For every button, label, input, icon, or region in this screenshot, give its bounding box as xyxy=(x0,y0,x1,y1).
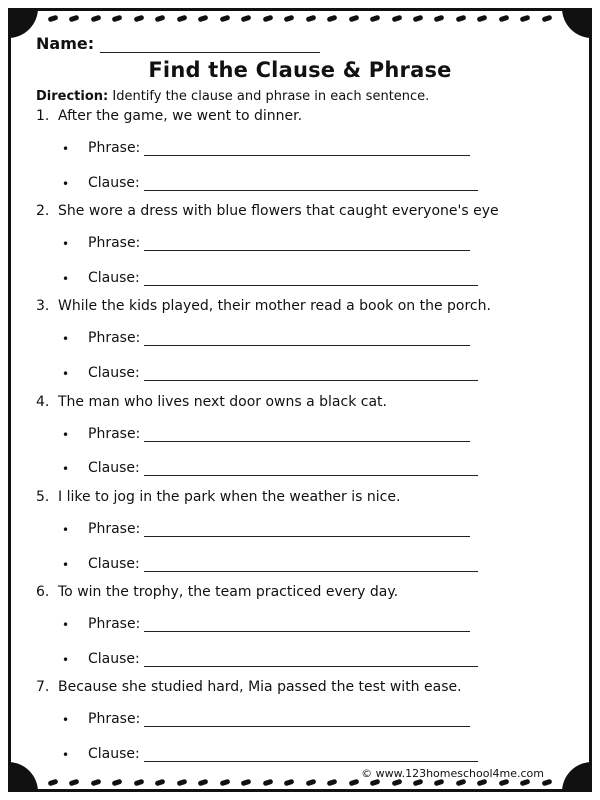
question-3-phrase-row xyxy=(62,330,470,346)
question-4-phrase-row xyxy=(62,426,470,442)
question-7-clause-row xyxy=(62,746,478,762)
name-row xyxy=(36,34,320,53)
phrase-label: Phrase: xyxy=(88,330,141,346)
bullet-icon: • xyxy=(62,428,70,442)
question-4 xyxy=(36,394,387,410)
question-text: She wore a dress with blue flowers that caught everyone's eye xyxy=(58,203,499,219)
clause-label: Clause: xyxy=(88,746,140,762)
clause-label: Clause: xyxy=(88,365,140,381)
phrase-blank[interactable] xyxy=(144,236,470,251)
question-2-clause-row xyxy=(62,270,478,286)
question-number: 6. xyxy=(36,584,50,600)
phrase-label: Phrase: xyxy=(88,426,141,442)
question-6-clause-row xyxy=(62,651,478,667)
bullet-icon: • xyxy=(62,237,70,251)
direction-text: Identify the clause and phrase in each sentence. xyxy=(108,89,430,104)
bullet-icon: • xyxy=(62,272,70,286)
worksheet-title: Find the Clause & Phrase xyxy=(148,58,452,82)
question-3-clause-row xyxy=(62,365,478,381)
bullet-icon: • xyxy=(62,523,70,537)
phrase-label: Phrase: xyxy=(88,521,141,537)
bullet-icon: • xyxy=(62,713,70,727)
question-4-clause-row xyxy=(62,460,478,476)
phrase-label: Phrase: xyxy=(88,711,141,727)
direction xyxy=(36,89,429,104)
name-label: Name: xyxy=(36,34,95,53)
phrase-label: Phrase: xyxy=(88,140,141,156)
clause-blank[interactable] xyxy=(144,652,478,667)
question-text: After the game, we went to dinner. xyxy=(58,108,303,124)
question-6-phrase-row xyxy=(62,616,470,632)
copyright-footer: © www.123homeschool4me.com xyxy=(361,767,544,780)
question-text: I like to jog in the park when the weather is nice. xyxy=(58,489,401,505)
question-5 xyxy=(36,489,400,505)
phrase-blank[interactable] xyxy=(144,522,470,537)
clause-label: Clause: xyxy=(88,460,140,476)
phrase-blank[interactable] xyxy=(144,331,470,346)
phrase-label: Phrase: xyxy=(88,616,141,632)
clause-label: Clause: xyxy=(88,651,140,667)
clause-blank[interactable] xyxy=(144,557,478,572)
question-number: 2. xyxy=(36,203,50,219)
question-number: 5. xyxy=(36,489,50,505)
bullet-icon: • xyxy=(62,142,70,156)
bullet-icon: • xyxy=(62,332,70,346)
phrase-blank[interactable] xyxy=(144,141,470,156)
question-1-clause-row xyxy=(62,175,478,191)
question-number: 7. xyxy=(36,679,50,695)
question-text: Because she studied hard, Mia passed the test with ease. xyxy=(58,679,462,695)
question-number: 3. xyxy=(36,298,50,314)
bullet-icon: • xyxy=(62,462,70,476)
phrase-blank[interactable] xyxy=(144,712,470,727)
question-1-phrase-row xyxy=(62,140,470,156)
question-7-phrase-row xyxy=(62,711,470,727)
clause-blank[interactable] xyxy=(144,461,478,476)
phrase-blank[interactable] xyxy=(144,617,470,632)
question-text: While the kids played, their mother read a book on the porch. xyxy=(58,298,491,314)
phrase-blank[interactable] xyxy=(144,427,470,442)
top-dash-border xyxy=(48,14,552,22)
clause-blank[interactable] xyxy=(144,271,478,286)
clause-label: Clause: xyxy=(88,175,140,191)
question-text: The man who lives next door owns a black cat. xyxy=(58,394,387,410)
bullet-icon: • xyxy=(62,558,70,572)
question-number: 1. xyxy=(36,108,50,124)
bullet-icon: • xyxy=(62,618,70,632)
clause-label: Clause: xyxy=(88,556,140,572)
question-number: 4. xyxy=(36,394,50,410)
bullet-icon: • xyxy=(62,177,70,191)
clause-blank[interactable] xyxy=(144,366,478,381)
question-2-phrase-row xyxy=(62,235,470,251)
name-blank[interactable] xyxy=(100,36,320,53)
question-text: To win the trophy, the team practiced every day. xyxy=(58,584,399,600)
question-5-clause-row xyxy=(62,556,478,572)
question-1 xyxy=(36,108,302,124)
bullet-icon: • xyxy=(62,748,70,762)
question-2 xyxy=(36,203,499,219)
question-6 xyxy=(36,584,398,600)
question-7 xyxy=(36,679,462,695)
clause-blank[interactable] xyxy=(144,747,478,762)
question-3 xyxy=(36,298,491,314)
question-5-phrase-row xyxy=(62,521,470,537)
clause-label: Clause: xyxy=(88,270,140,286)
bullet-icon: • xyxy=(62,653,70,667)
bullet-icon: • xyxy=(62,367,70,381)
phrase-label: Phrase: xyxy=(88,235,141,251)
clause-blank[interactable] xyxy=(144,176,478,191)
direction-label: Direction: xyxy=(36,89,109,104)
